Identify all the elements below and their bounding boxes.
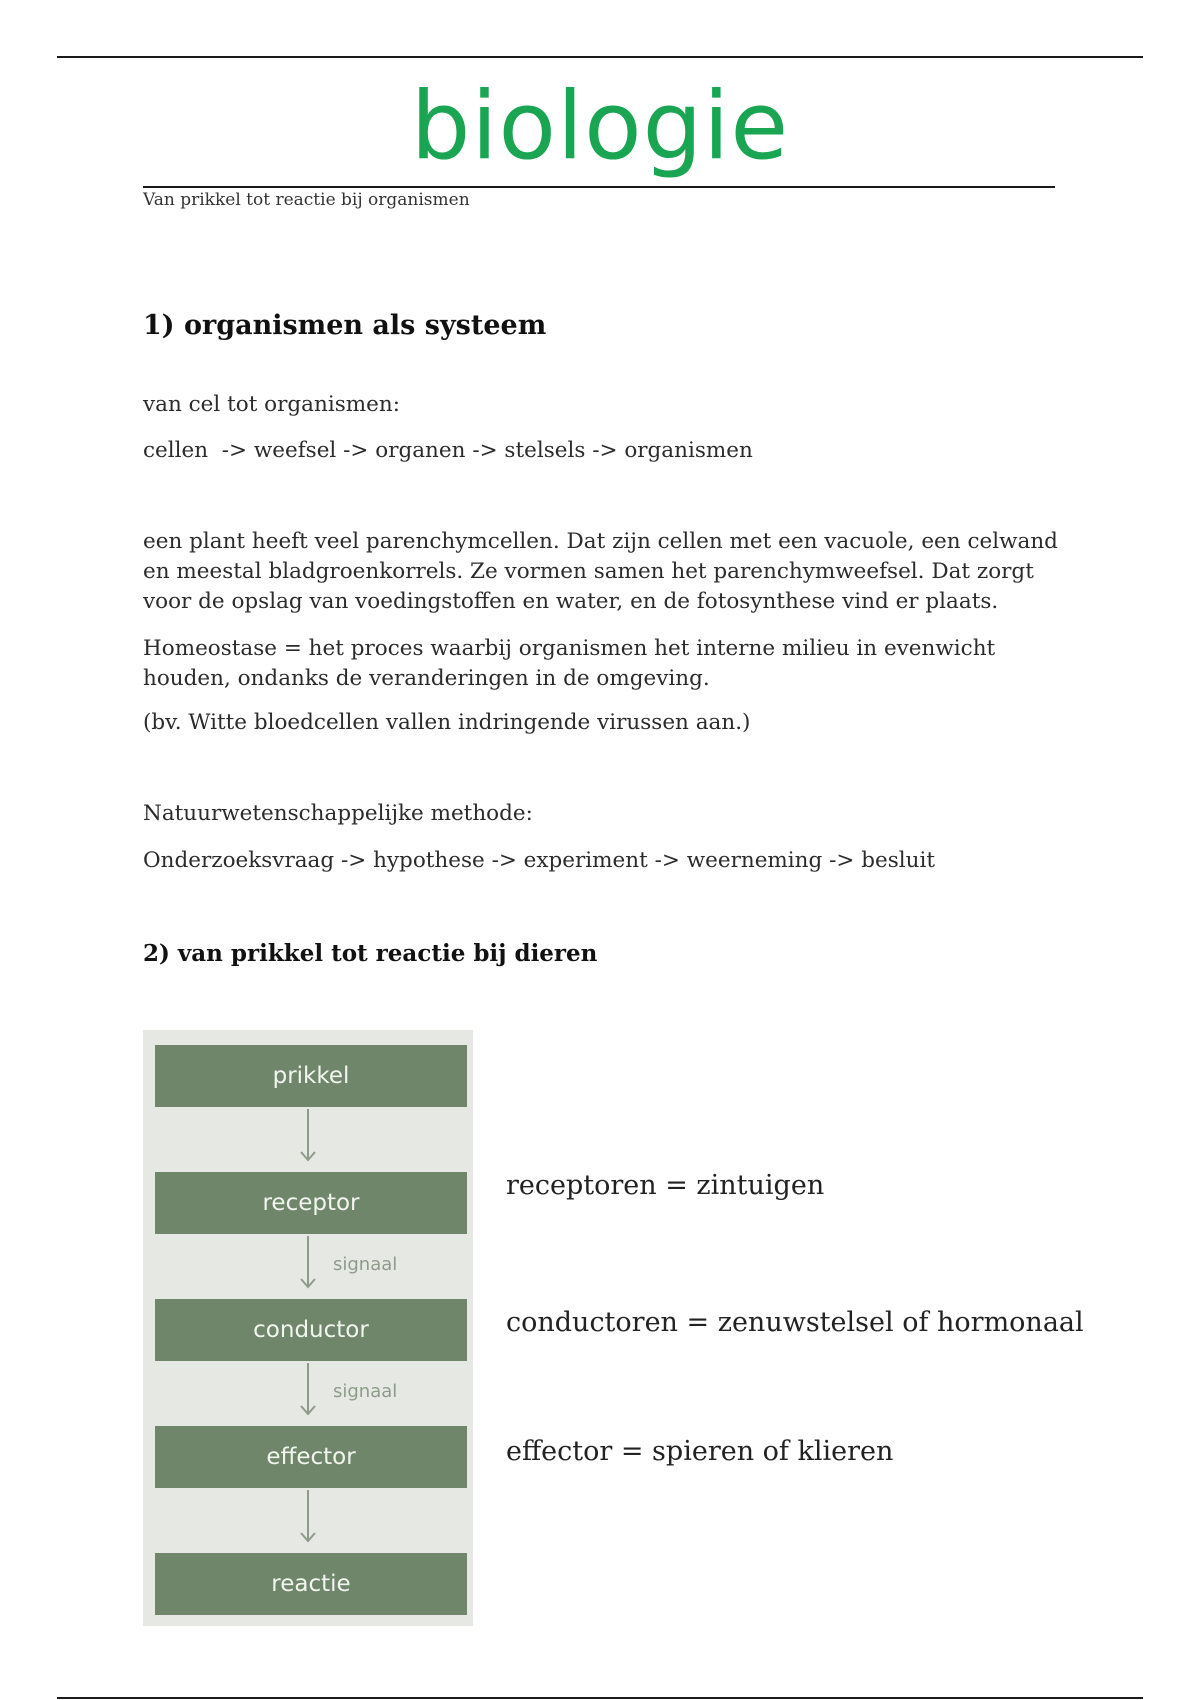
bottom-rule	[57, 1697, 1143, 1699]
note-effector: effector = spieren of klieren	[506, 1436, 894, 1467]
method-chain: Onderzoeksvraag -> hypothese -> experiment -> weerneming -> besluit	[143, 848, 935, 873]
title-underline	[143, 186, 1055, 188]
diagram-box-conductor: conductor	[155, 1299, 467, 1361]
arrow-down-icon	[298, 1490, 318, 1544]
arrow-down-icon	[298, 1363, 318, 1417]
top-rule	[57, 56, 1143, 58]
section2-heading: 2) van prikkel tot reactie bij dieren	[143, 940, 598, 967]
diagram-box-prikkel: prikkel	[155, 1045, 467, 1107]
diagram-box-effector: effector	[155, 1426, 467, 1488]
diagram-box-reactie: reactie	[155, 1553, 467, 1615]
cell-chain: cellen -> weefsel -> organen -> stelsels -> organismen	[143, 438, 753, 463]
parenchyma-paragraph: een plant heeft veel parenchymcellen. Dat zijn cellen met een vacuole, een celwand en meestal bladgroenkorrels. Ze vormen samen het parenchymweefsel. Dat zorgt voor de opslag van voedingstoffen en water, en de fotosynthese vind er plaats.	[143, 529, 1058, 614]
cell-intro: van cel tot organismen:	[143, 392, 400, 417]
homeostasis-paragraph: Homeostase = het proces waarbij organismen het interne milieu in evenwicht houden, ondanks de veranderingen in de omgeving.	[143, 636, 996, 691]
signal-label: signaal	[333, 1254, 398, 1275]
note-receptor: receptoren = zintuigen	[506, 1170, 825, 1201]
diagram-box-receptor: receptor	[155, 1172, 467, 1234]
document-subtitle: Van prikkel tot reactie bij organismen	[143, 190, 470, 210]
arrow-down-icon	[298, 1109, 318, 1163]
document-title: biologie	[410, 72, 790, 181]
signal-label: signaal	[333, 1381, 398, 1402]
method-intro: Natuurwetenschappelijke methode:	[143, 801, 533, 826]
note-conductor: conductoren = zenuwstelsel of hormonaal	[506, 1307, 1084, 1338]
example-paragraph: (bv. Witte bloedcellen vallen indringende virussen aan.)	[143, 710, 751, 735]
stimulus-response-diagram	[143, 1030, 473, 1626]
arrow-down-icon	[298, 1236, 318, 1290]
section1-heading: 1) organismen als systeem	[143, 310, 547, 341]
